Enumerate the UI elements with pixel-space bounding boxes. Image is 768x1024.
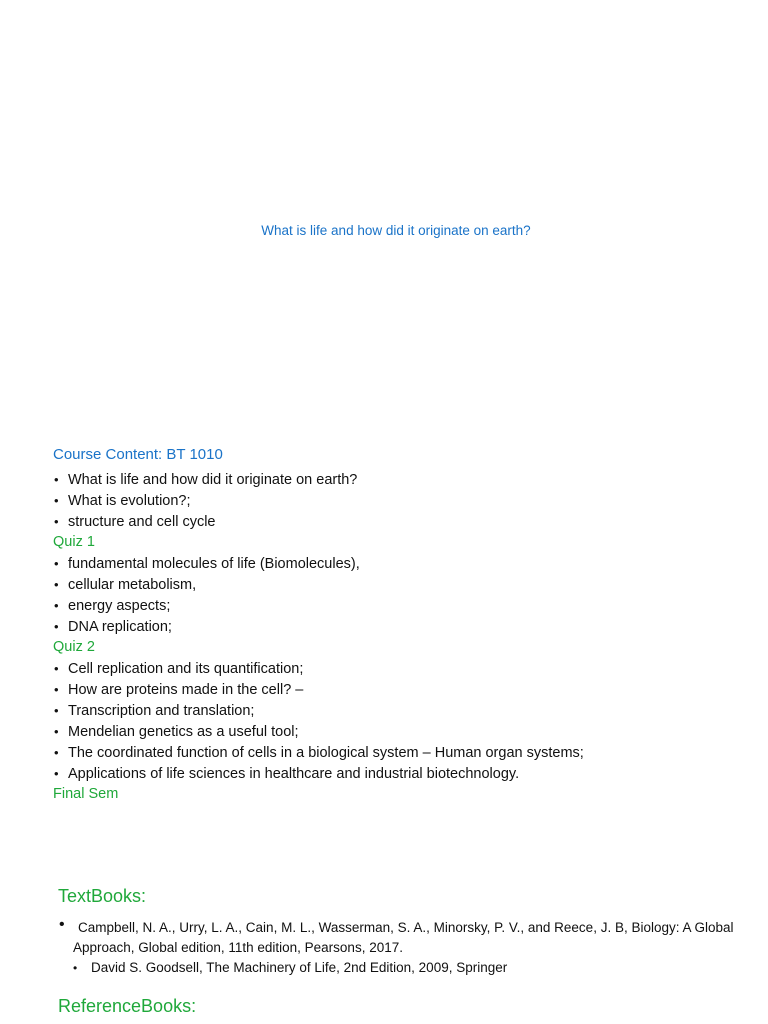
list-item: • cellular metabolism, (53, 574, 753, 595)
list-item: • Applications of life sciences in healthcare and industrial biotechnology. (53, 763, 753, 784)
quiz-marker: Final Sem (53, 786, 119, 802)
quiz-marker: Quiz 1 (53, 534, 95, 550)
textbooks-heading: TextBooks: (58, 886, 147, 906)
course-heading: Course Content: BT 1010 (53, 446, 223, 463)
list-item: • energy aspects; (53, 595, 753, 616)
textbook-text: Campbell, N. A., Urry, L. A., Cain, M. L., Wasserman, S. A., Minorsky, P. V., and Reece, J. B, Biology: A Global Approach, Global edition, 11th edition, Pearsons, 2017. (73, 920, 734, 955)
bullet-icon: • (59, 916, 65, 933)
course-content-section (53, 444, 753, 805)
quiz-marker: Quiz 2 (53, 639, 95, 655)
bullet-icon: • (73, 961, 78, 975)
textbook-text: David S. Goodsell, The Machinery of Life, 2nd Edition, 2009, Springer (91, 960, 508, 975)
list-item: • Mendelian genetics as a useful tool; (53, 721, 753, 742)
list-item: • Cell replication and its quantification; (53, 658, 753, 679)
list-item: • structure and cell cycle (53, 511, 753, 532)
textbook-entry (59, 918, 739, 958)
slide-title: What is life and how did it originate on earth? (261, 223, 531, 238)
list-item: • How are proteins made in the cell? – (53, 679, 753, 700)
textbook-entry (73, 958, 733, 978)
course-content-list (53, 469, 753, 805)
reference-books-heading: ReferenceBooks: (58, 996, 197, 1016)
list-item: • What is life and how did it originate on earth? (53, 469, 753, 490)
list-item: • fundamental molecules of life (Biomolecules), (53, 553, 753, 574)
list-item: • What is evolution?; (53, 490, 753, 511)
list-item: • DNA replication; (53, 616, 753, 637)
list-item: • Transcription and translation; (53, 700, 753, 721)
list-item: • The coordinated function of cells in a biological system – Human organ systems; (53, 742, 753, 763)
